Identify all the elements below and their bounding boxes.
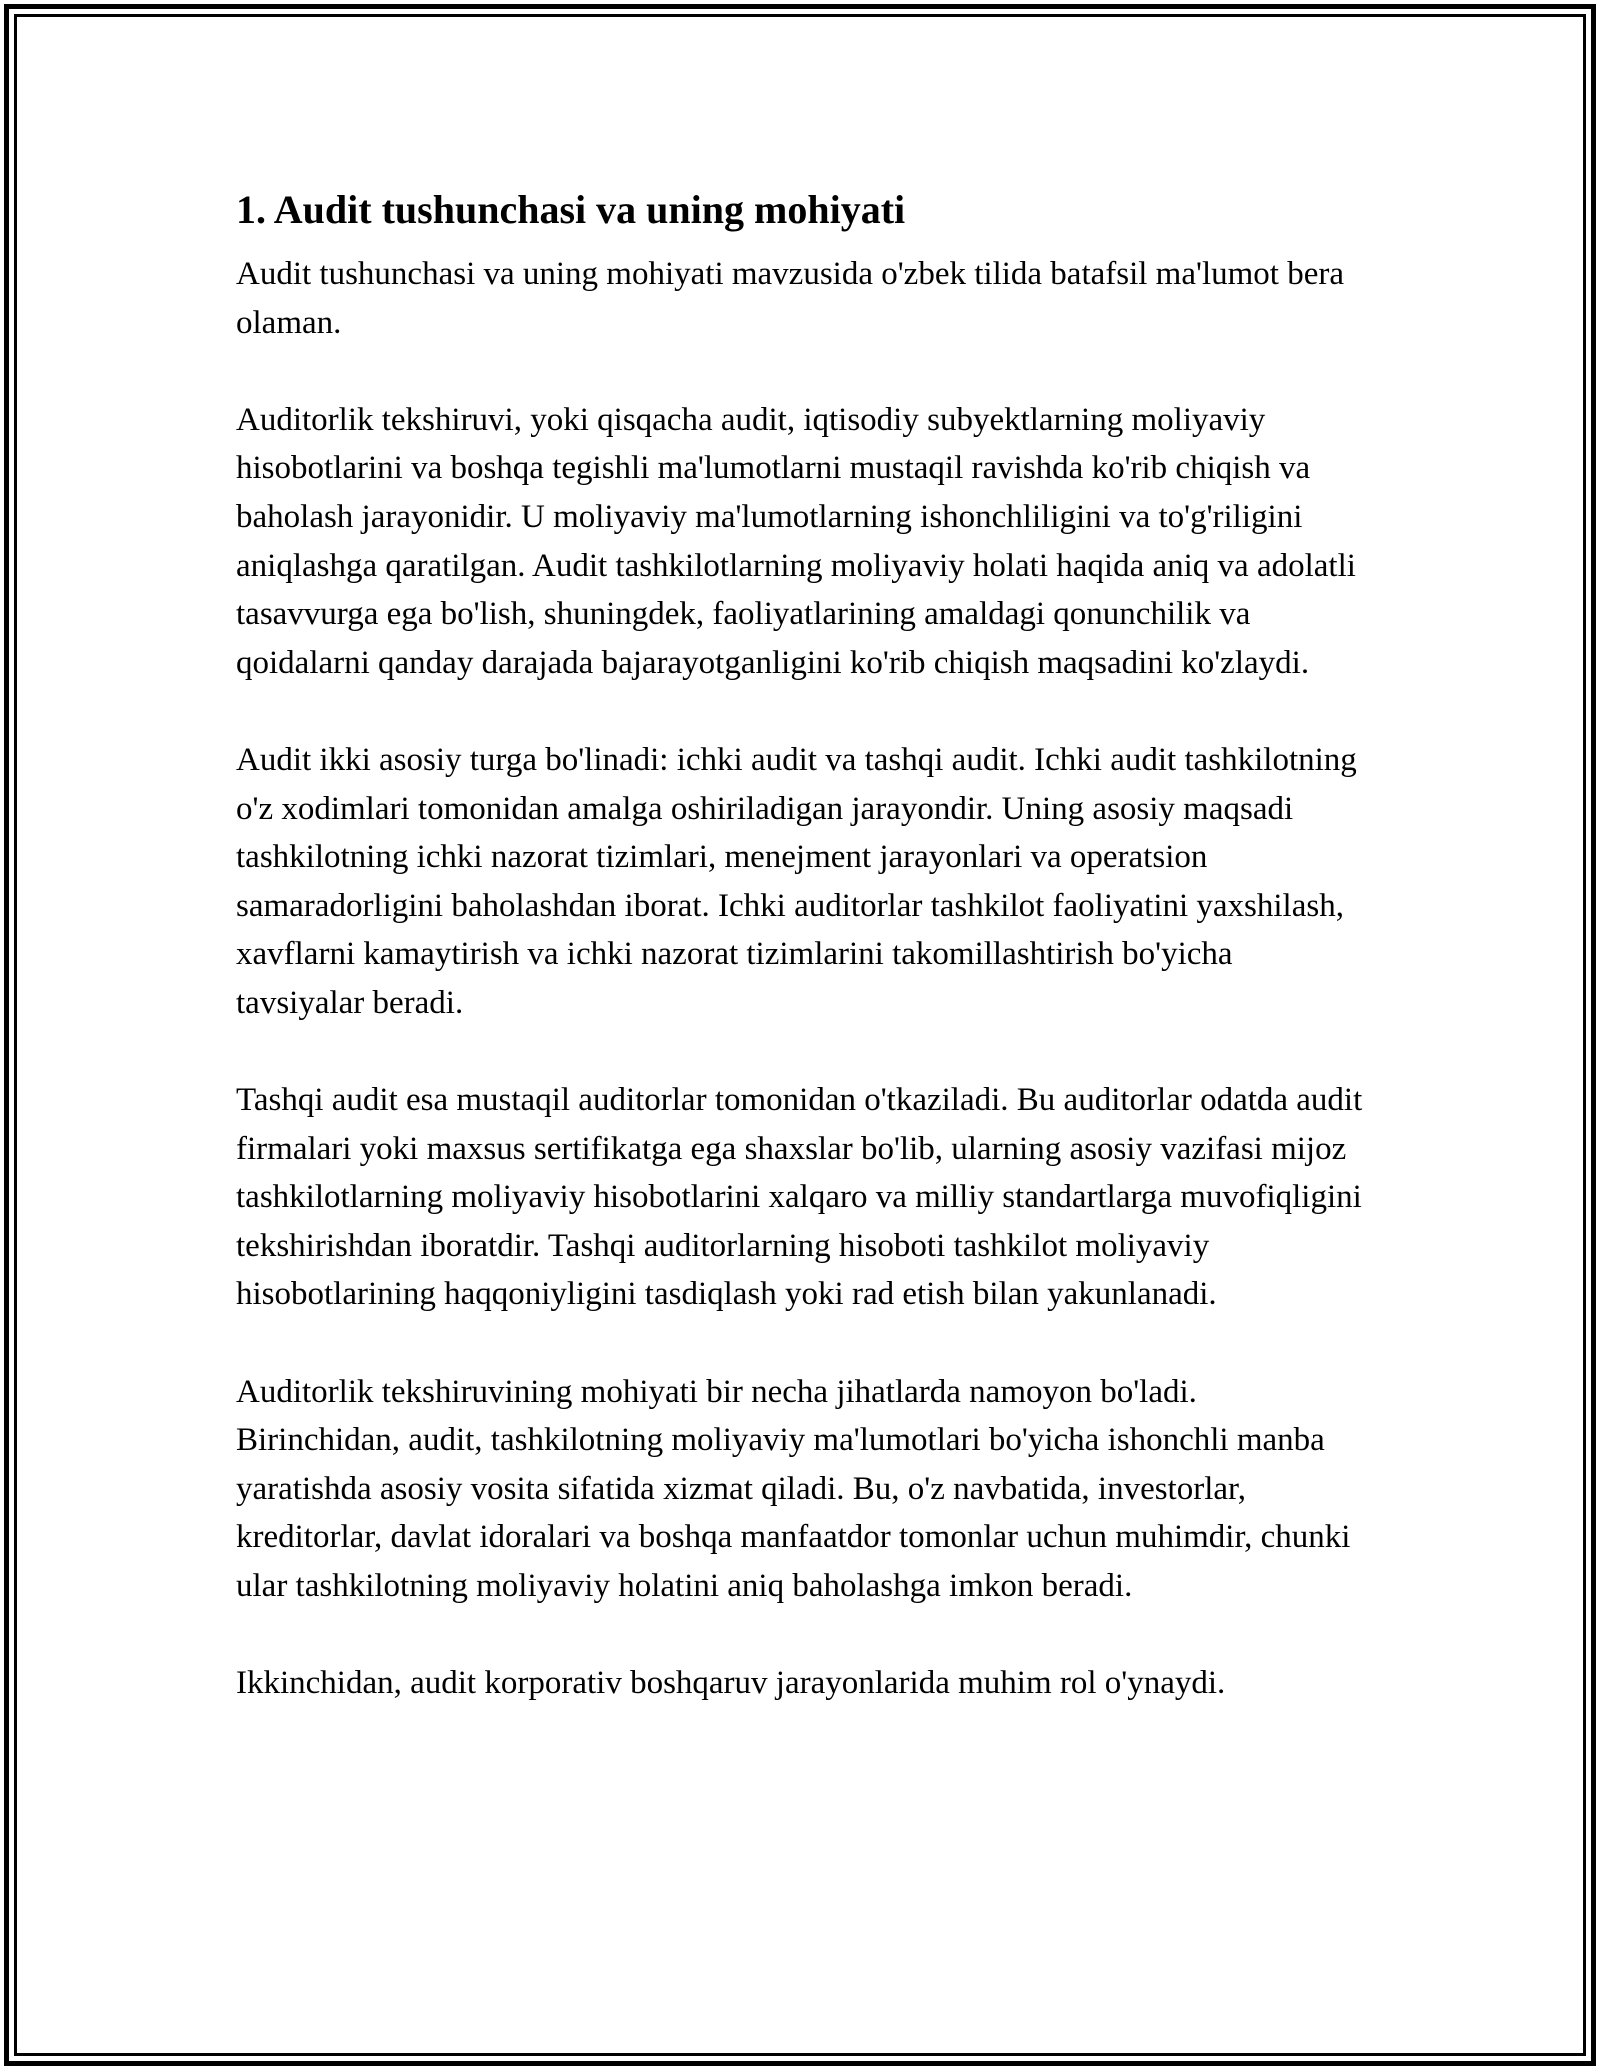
- paragraph-definition: Auditorlik tekshiruvi, yoki qisqacha audit, iqtisodiy subyektlarning moliyaviy hisobotlarini va boshqa tegishli ma'lumotlarni mustaqil ravishda ko'rib chiqish va baholash jarayonidir. U moliyaviy ma'lumotlarning ishonchliligini va to'g'riligini aniqlashga qaratilgan. Audit tashkilotlarning moliyaviy holati haqida aniq va adolatli tasavvurga ega bo'lish, shuningdek, faoliyatlarining amaldagi qonunchilik va qoidalarni qanday darajada bajarayotganligini ko'rib chiqish maqsadini ko'zlaydi.: [236, 401, 1356, 681]
- document-body: [236, 186, 1366, 1756]
- paragraph-external-audit: Tashqi audit esa mustaqil auditorlar tomonidan o'tkaziladi. Bu auditorlar odatda audit firmalari yoki maxsus sertifikatga ega shaxslar bo'lib, ularning asosiy vazifasi mijoz tashkilotlarning moliyaviy hisobotlarini xalqaro va milliy standartlarga muvofiqligini tekshirishdan iboratdir. Tashqi auditorlarning hisoboti tashkilot moliyaviy hisobotlarining haqqoniyligini tasdiqlash yoki rad etish bilan yakunlanadi.: [236, 1082, 1363, 1313]
- paragraph-governance: Ikkinchidan, audit korporativ boshqaruv jarayonlarida muhim rol o'ynaydi.: [236, 1665, 1226, 1702]
- paragraph-essence: Auditorlik tekshiruvining mohiyati bir necha jihatlarda namoyon bo'ladi. Birinchidan, audit, tashkilotning moliyaviy ma'lumotlari bo'yicha ishonchli manba yaratishda asosiy vosita sifatida xizmat qiladi. Bu, o'z navbatida, investorlar, kreditorlar, davlat idoralari va boshqa manfaatdor tomonlar uchun muhimdir, chunki ular tashkilotning moliyaviy holatini aniq baholashga imkon beradi.: [236, 1373, 1351, 1605]
- document-title: 1. Audit tushunchasi va uning mohiyati: [236, 187, 906, 232]
- paragraph-internal-audit: Audit ikki asosiy turga bo'linadi: ichki audit va tashqi audit. Ichki audit tashkilotning o'z xodimlari tomonidan amalga oshiriladigan jarayondir. Uning asosiy maqsadi tashkilotning ichki nazorat tizimlari, menejment jarayonlari va operatsion samaradorligini baholashdan iborat. Ichki auditorlar tashkilot faoliyatini yaxshilash, xavflarni kamaytirish va ichki nazorat tizimlarini takomillashtirish bo'yicha tavsiyalar beradi.: [236, 741, 1357, 1021]
- paragraph-intro: Audit tushunchasi va uning mohiyati mavzusida o'zbek tilida batafsil ma'lumot bera olaman.: [236, 256, 1344, 341]
